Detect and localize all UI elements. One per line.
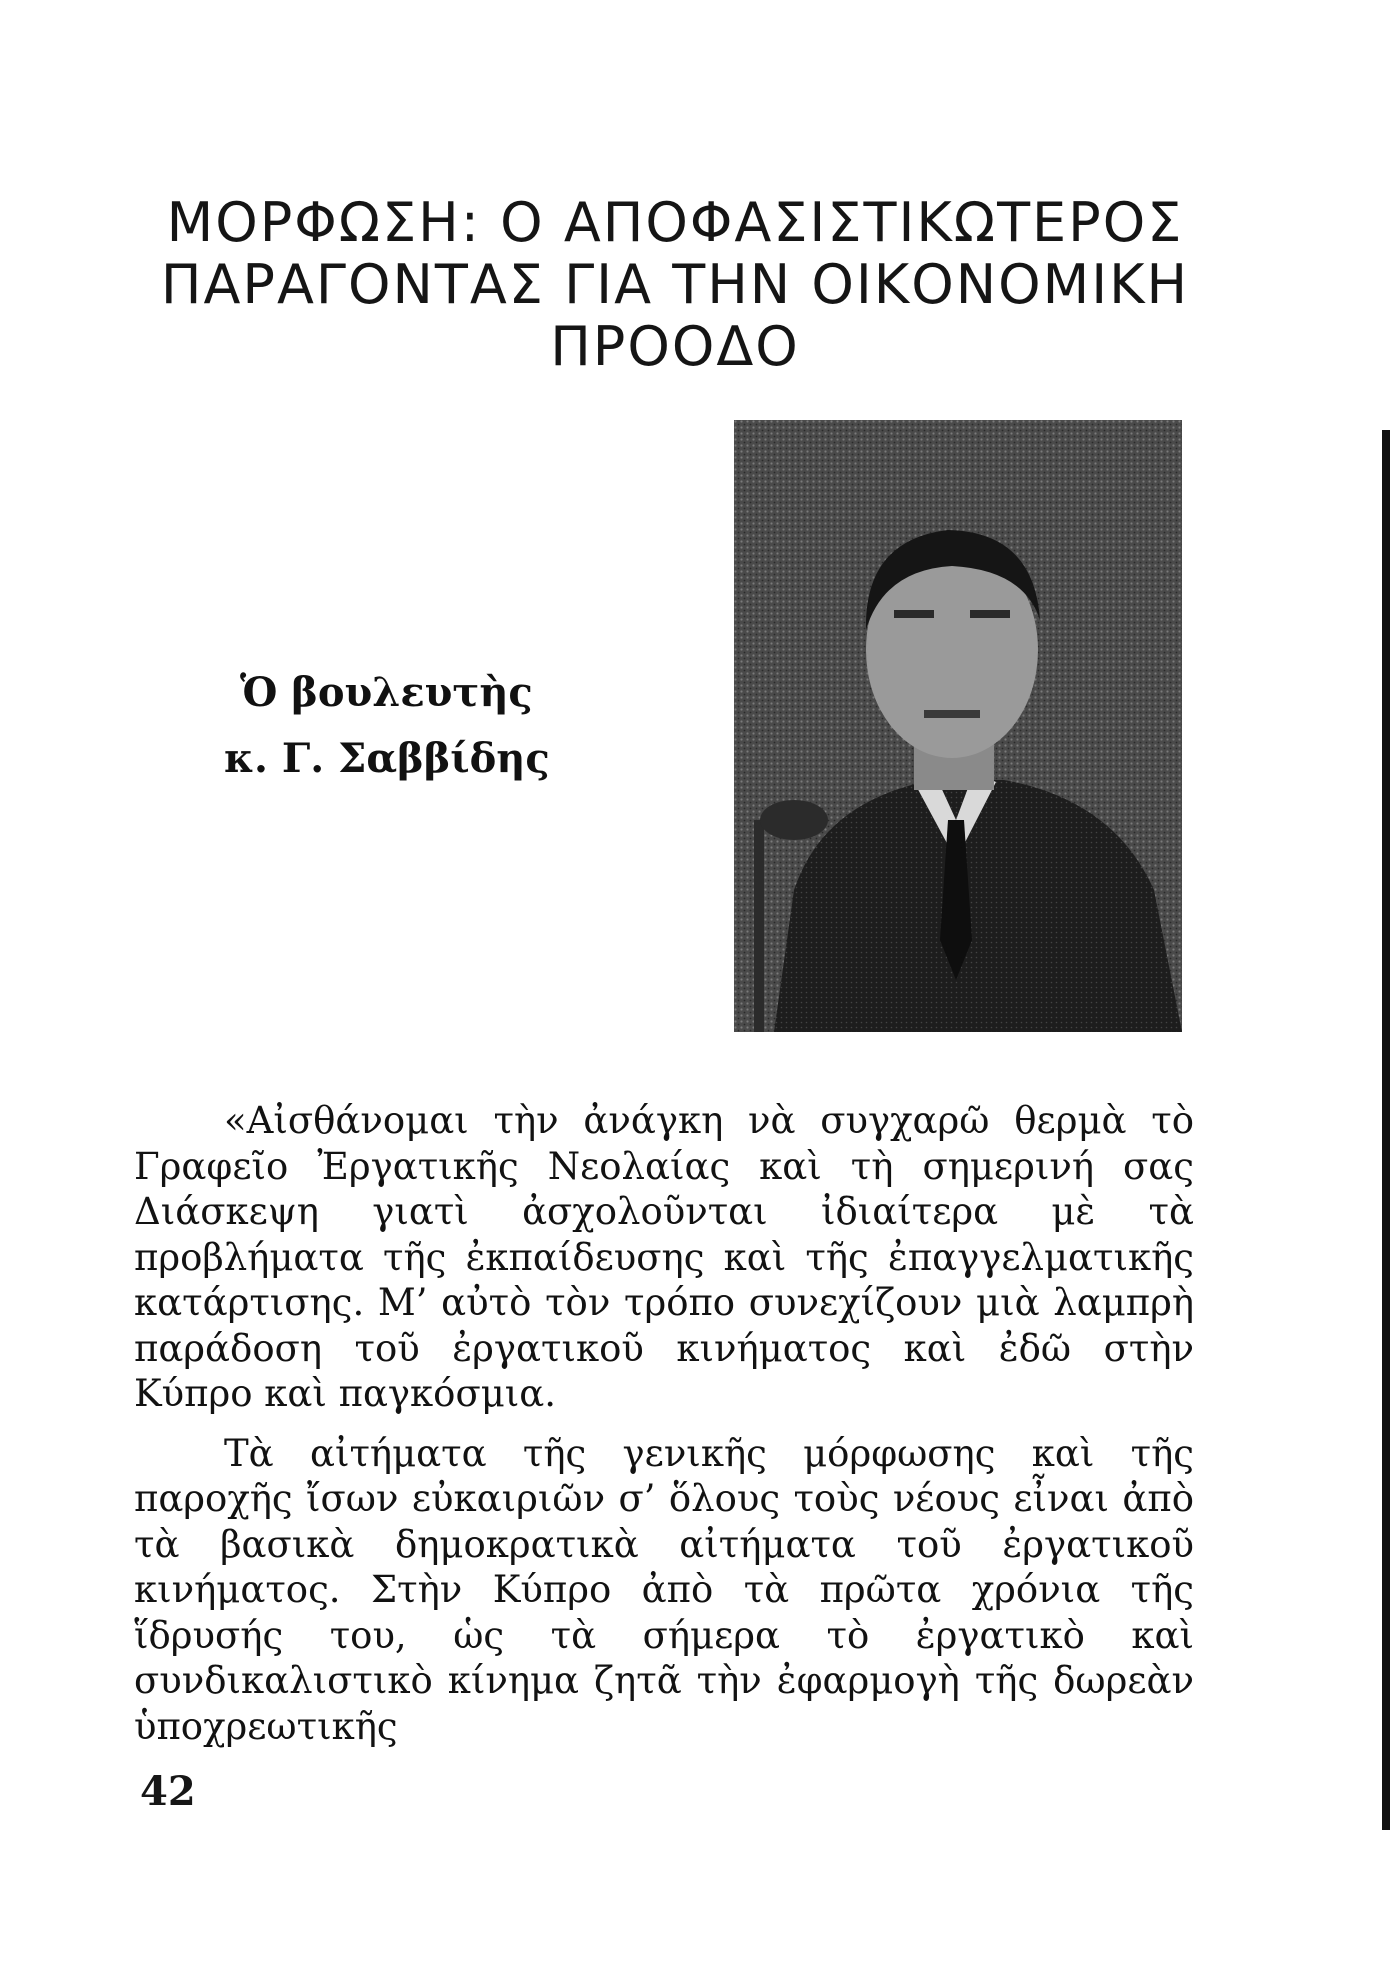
title-line-1: ΜΟΡΦΩΣΗ: Ο ΑΠΟΦΑΣΙΣΤΙΚΩΤΕΡΟΣ bbox=[166, 191, 1184, 254]
paragraph-1: «Αἰσθάνομαι τὴν ἀνάγκη νὰ συγχαρῶ θερμὰ τὸ Γραφεῖο Ἐργατικῆς Νεολαίας καὶ τὴ σημερινή σας Διάσκεψη γιατὶ ἀσχολοῦνται ἰδιαίτερα μὲ τὰ προβλήματα τῆς ἐκπαίδευσης καὶ τῆς ἐπαγγελματικῆς κατάρτισης. Μ’ αὐτὸ τὸν τρόπο συνεχίζουν μιὰ λαμπρὴ παράδοση τοῦ ἐργατικοῦ κινήματος καὶ ἐδῶ στὴν Κύπρο καὶ παγκόσμια. bbox=[134, 1099, 1194, 1415]
title-line-3: ΠΡΟΟΔΟ bbox=[550, 315, 800, 378]
article-body bbox=[134, 1098, 1194, 1763]
title-line-2: ΠΑΡΑΓΟΝΤΑΣ ΓΙΑ ΤΗΝ ΟΙΚΟΝΟΜΙΚΗ bbox=[160, 253, 1190, 316]
page-number: 42 bbox=[140, 1768, 196, 1815]
caption-line-2: κ. Γ. Σαββίδης bbox=[224, 735, 550, 782]
caption-line-1: Ὁ βουλευτὴς bbox=[240, 669, 533, 716]
scan-edge-shadow bbox=[1382, 430, 1390, 1830]
portrait-photo bbox=[734, 420, 1182, 1032]
photo-caption bbox=[224, 660, 550, 792]
portrait-photo-icon bbox=[734, 420, 1182, 1032]
paragraph-2: Τὰ αἰτήματα τῆς γενικῆς μόρφωσης καὶ τῆς παροχῆς ἴσων εὐκαιριῶν σ’ ὅλους τοὺς νέους εἶναι ἀπὸ τὰ βασικὰ δημοκρατικὰ αἰτήματα τοῦ ἐργατικοῦ κινήματος. Στὴν Κύπρο ἀπὸ τὰ πρῶτα χρόνια τῆς ἵδρυσής του, ὡς τὰ σήμερα τὸ ἐργατικὸ καὶ συνδικαλιστικὸ κίνημα ζητᾶ τὴν ἐφαρμογὴ τῆς δωρεὰν ὑποχρεωτικῆς bbox=[134, 1431, 1194, 1748]
article-title bbox=[130, 192, 1220, 378]
